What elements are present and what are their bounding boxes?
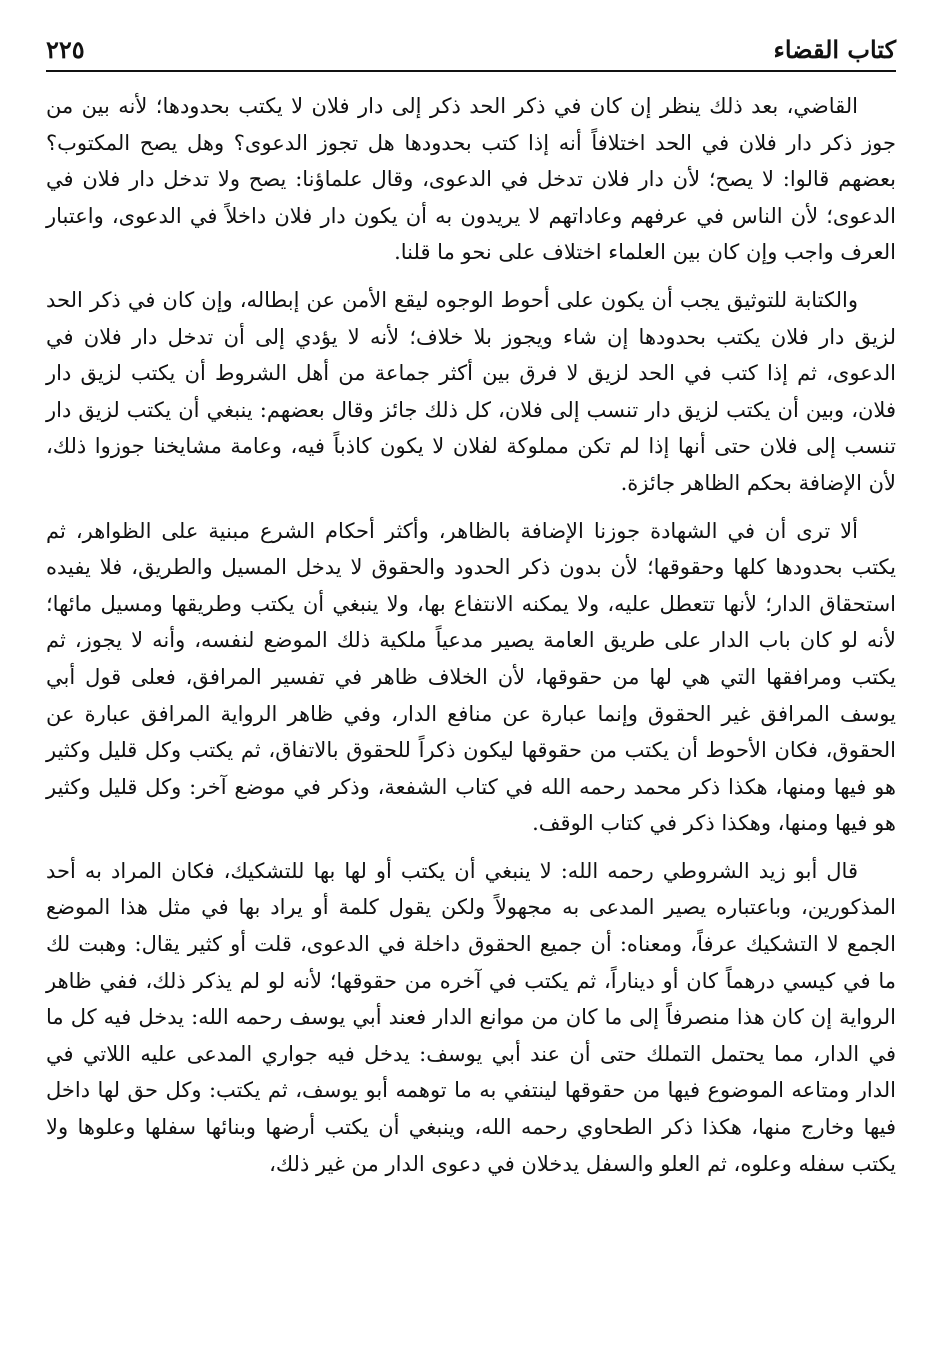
paragraph: قال أبو زيد الشروطي رحمه الله: لا ينبغي أن يكتب أو لها بها للتشكيك، فكان المراد به أحد المذكورين، وباعتباره يصير المدعى به مجهولاً ولكن يقول كلمة أو يراد بها في مثل هذا الموضع الجمع لا التشكيك عرفاً، ومعناه: أن جميع الحقوق داخلة في الدعوى، قلت أو كثير يقال: وهبت لك ما في كيسي درهماً كان أو ديناراً، ثم يكتب في آخره من حقوقها؛ لأنه لو لم يذكر ذلك، ففي ظاهر الرواية إن كان هذا منصرفاً إلى ما كان من موانع الدار فعند أبي يوسف رحمه الله: يدخل فيه كل ما في الدار، مما يحتمل التملك حتى أن عند أبي يوسف: يدخل فيه جواري المدعى عليه اللاتي في الدار ومتاعه الموضوع فيها من حقوقها لينتفي به ما توهمه أبو يوسف، ثم يكتب: وكل حق لها داخل فيها وخارج منها، هكذا ذكر الطحاوي رحمه الله، وينبغي أن يكتب أرضها وبنائها سفلها وعلوها ولا يكتب سفله وعلوه، ثم العلو والسفل يدخلان في دعوى الدار من غير ذلك، — [46, 858, 896, 1176]
running-head: كتاب القضاء — [773, 35, 896, 64]
paragraph: والكتابة للتوثيق يجب أن يكون على أحوط الوجوه ليقع الأمن عن إبطاله، وإن كان في ذكر الحد لزيق دار فلان يكتب بحدودها إن شاء ويجوز بلا خلاف؛ لأنه لا يؤدي إلى أن تدخل دار فلان في الدعوى، ثم إذا كتب في الحد لزيق لا فرق بين أكثر جماعة من أهل الشروط أن يكتب لزيق دار فلان، وبين أن يكتب لزيق دار تنسب إلى فلان، كل ذلك جائز وقال بعضهم: ينبغي أن يكتب لزيق دار تنسب إلى فلان حتى أنها إذا لم تكن مملوكة لفلان لا يكون كاذباً فيه، وعامة مشايخنا جوزوا ذلك، لأن الإضافة بحكم الظاهر جائزة. — [46, 287, 896, 495]
paragraph: القاضي، بعد ذلك ينظر إن كان في ذكر الحد ذكر إلى دار فلان لا يكتب بحدودها؛ لأنه بين من جوز ذكر دار فلان في الحد اختلافاً أنه إذا كتب بحدودها هل تجوز الدعوى؟ وهل يصح المكتوب؟ بعضهم قالوا: لا يصح؛ لأن دار فلان تدخل في الدعوى، وقال علماؤنا: يصح ولا تدخل دار فلان في الدعوى؛ لأن الناس في عرفهم وعاداتهم لا يريدون به أن يكون دار فلان داخلاً في الدعوى، واعتبار العرف واجب وإن كان بين العلماء اختلاف على نحو ما قلنا. — [46, 94, 896, 265]
header-divider — [46, 70, 896, 72]
page-number: ٢٢٥ — [46, 35, 85, 64]
paragraph: ألا ترى أن في الشهادة جوزنا الإضافة بالظاهر، وأكثر أحكام الشرع مبنية على الظواهر، ثم يكتب بحدودها كلها وحقوقها؛ لأن بدون ذكر الحدود والحقوق لا يدخل المسيل والطريق، فلا يفيده استحقاق الدار؛ لأنها تتعطل عليه، ولا يمكنه الانتفاع بها، ولا ينبغي أن يكتب وطريقها ومسيل مائها؛ لأنه لو كان باب الدار على طريق العامة يصير مدعياً ملكية ذلك الموضع لنفسه، وأنه لا يجوز، ثم يكتب ومرافقها التي هي لها من حقوقها، لأن الخلاف ظاهر في تفسير المرافق، فعلى قول أبي يوسف المرافق غير الحقوق وإنما عبارة عن منافع الدار، وفي ظاهر الرواية المرافق عبارة عن الحقوق، فكان الأحوط أن يكتب من حقوقها ليكون ذكراً للحقوق بالاتفاق، ثم يكتب وكل قليل وكثير هو فيها ومنها، هكذا ذكر محمد رحمه الله في كتاب الشفعة، وذكر في موضع آخر: وكل قليل وكثير هو فيها ومنها، وهكذا ذكر في كتاب الوقف. — [46, 518, 896, 836]
body-text — [46, 88, 896, 1193]
page-header — [46, 26, 896, 70]
